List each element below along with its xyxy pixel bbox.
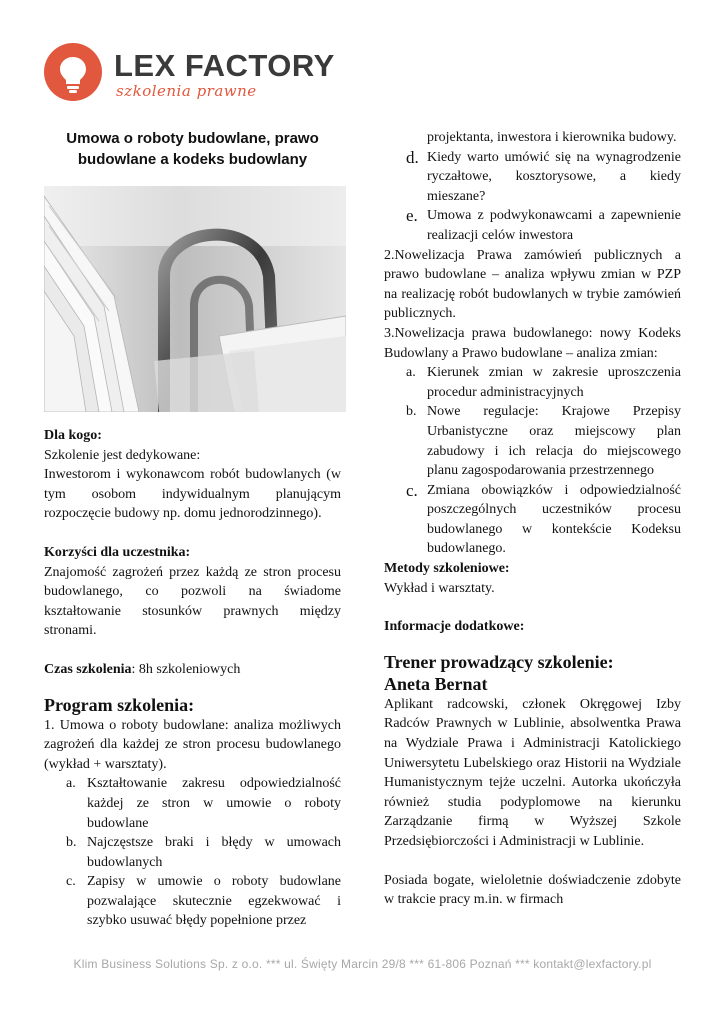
duration-line: [44, 660, 341, 680]
logo-name: LEX FACTORY: [114, 48, 335, 83]
left-column: [44, 128, 341, 931]
duration-value: : 8h szkoleniowych: [131, 661, 241, 677]
list-item: b. Najczęstsze braki i błędy w umowach budowlanych: [66, 835, 341, 870]
program-item-2: 2.Nowelizacja Prawa zamówień publicznych a prawo budowlane – analiza wpływu zmian w PZP na realizację robót budowlanych w trybie zamówień publicznych.: [384, 247, 681, 322]
document-title: Umowa o roboty budowlane, prawo budowlane a kodeks budowlany: [66, 130, 319, 168]
trainer-experience: Posiada bogate, wieloletnie doświadczenie zdobyte w trakcie pracy m.in. w firmach: [384, 872, 681, 908]
program-1-continuation: projektanta, inwestora i kierownika budowy.: [427, 130, 677, 145]
trainer-name: Aneta Bernat: [384, 673, 488, 694]
program-1-sublist: [44, 774, 341, 931]
program-3-sublist: [384, 363, 681, 559]
methods-text: Wykład i warsztaty.: [384, 580, 495, 596]
trainer-bio: Aplikant radcowski, członek Okręgowej Izby Radców Prawnych w Lublinie, absolwentka Prawa na Wydziale Prawa i Administracji Katolickiego Uniwersytetu Lubelskiego oraz Historii na Wydziale Humanistycznym tejże uczelni. Autorka ukończyła również studia podyplomowe na kierunku Zarządzanie firmą w Wyższej Szkole Przedsiębiorczości i Administracji w Lublinie.: [384, 696, 681, 849]
additional-info-heading: Informacje dodatkowe:: [384, 619, 525, 635]
for-whom-text: Inwestorom i wykonawcom robót budowlanych (w tym osobom indywidualnym planującym rozpoczęcie budowy np. domu jednorodzinnego).: [44, 467, 341, 522]
for-whom-intro: Szkolenie jest dedykowane:: [44, 447, 201, 463]
benefits-text: Znajomość zagrożeń przez każdą ze stron procesu budowlanego, co pozwoli na świadome kształtowanie stosunków prawnych między stronami.: [44, 564, 341, 639]
for-whom-heading: Dla kogo:: [44, 428, 102, 443]
program-item-1: 1. Umowa o roboty budowlane: analiza możliwych zagrożeń dla każdej ze stron procesu budowlanego (wykład + warsztaty).: [44, 717, 341, 772]
benefits-heading: Korzyści dla uczestnika:: [44, 544, 191, 560]
trainer-heading: Trener prowadzący szkolenie:: [384, 651, 614, 672]
list-item: a. Kierunek zmian w zakresie uproszczenia procedur administracyjnych: [406, 365, 681, 400]
list-item: c. Zmiana obowiązków i odpowiedzialność poszczególnych uczestników procesu budowlanego w kontekście Kodeksu budowlanego.: [406, 480, 681, 557]
footer-contact: Klim Business Solutions Sp. z o.o. *** ul. Święty Marcin 29/8 *** 61-806 Poznań *** kontakt@lexfactory.pl: [73, 957, 652, 971]
list-item: d. Kiedy warto umówić się na wynagrodzenie ryczałtowe, kosztorysowe, a kiedy mieszane?: [406, 147, 681, 204]
lex-factory-logo: [44, 40, 344, 106]
program-1-sublist-continued: [384, 148, 681, 246]
right-column: [384, 128, 681, 910]
list-item: c. Zapisy w umowie o roboty budowlane pozwalające skutecznie egzekwować i szybko usuwać błędy popełnione przez: [66, 874, 341, 929]
list-item: e. Umowa z podwykonawcami a zapewnienie realizacji celów inwestora: [406, 206, 681, 243]
program-item-3: 3.Nowelizacja prawa budowlanego: nowy Kodeks Budowlany a Prawo budowlane – analiza zmian:: [384, 325, 681, 361]
methods-heading: Metody szkoleniowe:: [384, 561, 510, 577]
lightbulb-icon: [44, 43, 102, 101]
list-item: b. Nowe regulacje: Krajowe Przepisy Urbanistyczne oraz miejscowy plan zabudowy i ich relacja do miejscowego planu zagospodarowania przestrzennego: [406, 404, 681, 479]
logo-tagline: szkolenia prawne: [116, 82, 257, 100]
binder-documents-photo: [44, 186, 346, 412]
duration-label: Czas szkolenia: [44, 661, 132, 677]
program-heading: Program szkolenia:: [44, 694, 195, 715]
list-item: a. Kształtowanie zakresu odpowiedzialność każdej ze stron w umowie o roboty budowlane: [66, 776, 341, 831]
